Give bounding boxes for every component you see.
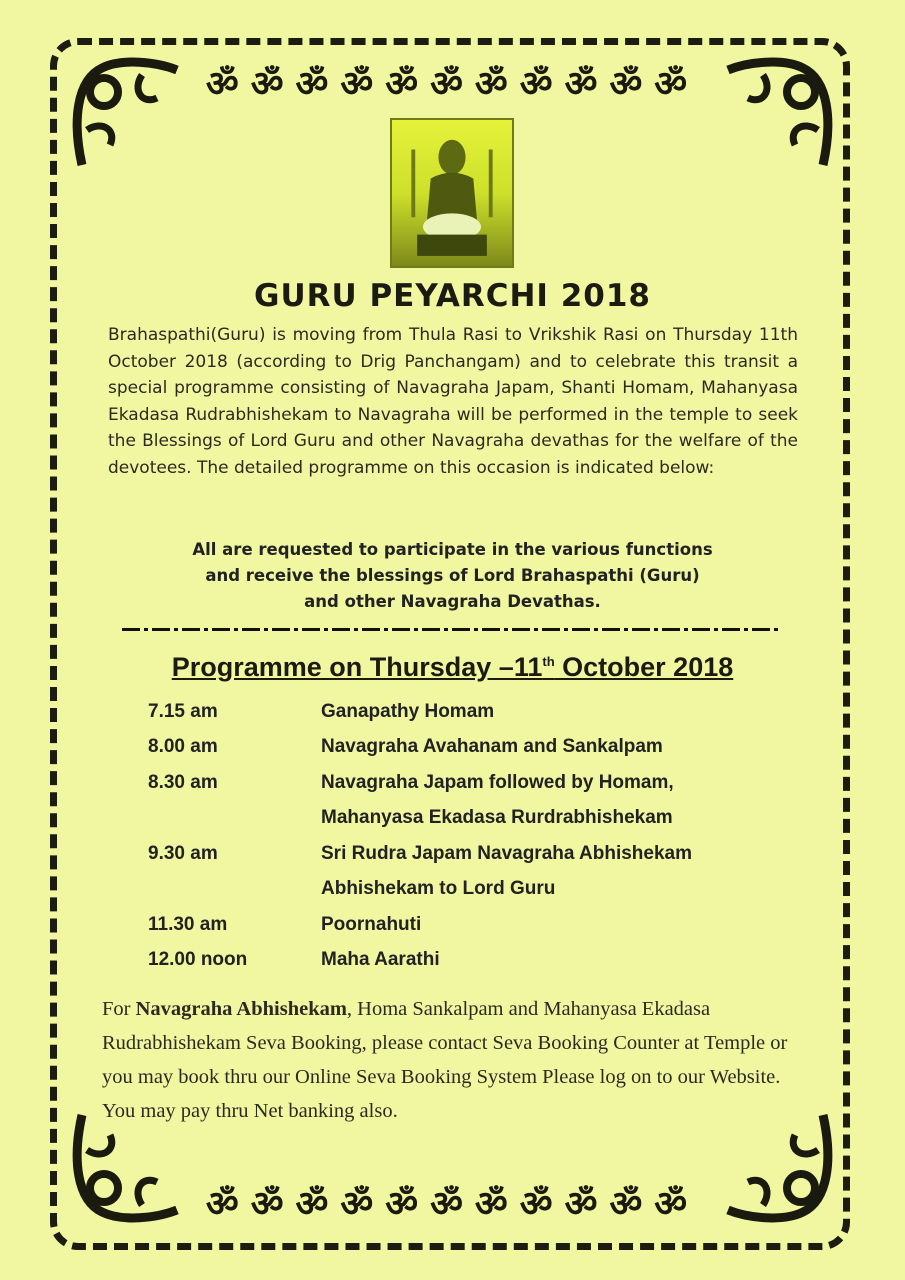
om-icon: ॐ — [250, 1183, 296, 1225]
schedule-event: Maha Aarathi — [321, 949, 440, 971]
programme-heading: Programme on Thursday –11th October 2018 — [171, 652, 734, 682]
page-title: GURU PEYARCHI 2018 — [254, 278, 651, 314]
om-icon: ॐ — [519, 63, 565, 105]
schedule-time: 8.30 am — [148, 771, 218, 793]
intro-paragraph: Brahaspathi(Guru) is moving from Thula Rasi to Vrikshik Rasi on Thursday 11th October 2018 (according to Drig Panchangam) and to celebrate this transit a special programme consisting of Navagraha Japam, Shanti Homam, Mahanyasa Ekadasa Rudrabhishekam to Navagraha will be performed in the temple to seek the Blessings of Lord Guru and other Navagraha devathas for the welfare of the devotees. The detailed programme on this occasion is indicated below: — [108, 325, 798, 478]
schedule-event: Poornahuti — [321, 913, 422, 935]
om-symbol-row-top — [0, 58, 905, 107]
om-icon: ॐ — [654, 63, 700, 105]
request-line: and receive the blessings of Lord Brahaspathi (Guru) — [205, 566, 700, 585]
om-icon: ॐ — [564, 63, 610, 105]
schedule-row — [148, 730, 768, 766]
om-icon: ॐ — [654, 1183, 700, 1225]
request-line: All are requested to participate in the various functions — [192, 540, 713, 559]
schedule-row — [148, 943, 768, 979]
request-line: and other Navagraha Devathas. — [304, 592, 601, 611]
om-icon: ॐ — [430, 63, 475, 105]
section-divider — [122, 628, 778, 631]
schedule-event: Ganapathy Homam — [321, 700, 495, 722]
om-icon: ॐ — [205, 63, 251, 105]
om-icon: ॐ — [564, 1183, 610, 1225]
om-icon: ॐ — [295, 1183, 341, 1225]
om-symbol-row-bottom — [0, 1178, 905, 1227]
schedule-time: 11.30 am — [148, 913, 228, 935]
om-icon: ॐ — [385, 1183, 431, 1225]
om-icon: ॐ — [340, 1183, 386, 1225]
schedule-row — [148, 694, 768, 730]
schedule-row — [148, 765, 768, 801]
om-icon: ॐ — [474, 1183, 520, 1225]
schedule-event: Abhishekam to Lord Guru — [321, 878, 556, 900]
om-icon: ॐ — [340, 63, 386, 105]
schedule-time: 12.00 noon — [148, 949, 248, 971]
om-icon: ॐ — [609, 63, 655, 105]
schedule-event: Navagraha Japam followed by Homam, — [321, 771, 674, 793]
schedule-row — [148, 907, 768, 943]
om-icon: ॐ — [205, 1183, 251, 1225]
schedule-table — [148, 694, 768, 978]
deity-image — [390, 118, 514, 268]
schedule-time: 7.15 am — [148, 700, 218, 722]
schedule-event: Navagraha Avahanam and Sankalpam — [321, 736, 663, 758]
om-icon: ॐ — [519, 1183, 565, 1225]
schedule-event: Mahanyasa Ekadasa Rurdrabhishekam — [321, 807, 673, 829]
booking-note: For Navagraha Abhishekam, Homa Sankalpam and Mahanyasa Ekadasa Rudrabhishekam Seva Booking, please contact Seva Booking Counter at Temple or you may book thru our Online Seva Booking System Please log on to our Website. You may pay thru Net banking also. — [102, 998, 788, 1122]
schedule-row — [148, 836, 768, 872]
schedule-time: 8.00 am — [148, 736, 218, 758]
om-icon: ॐ — [474, 63, 520, 105]
om-icon: ॐ — [250, 63, 296, 105]
schedule-time: 9.30 am — [148, 842, 218, 864]
om-icon: ॐ — [430, 1183, 475, 1225]
om-icon: ॐ — [295, 63, 341, 105]
om-icon: ॐ — [385, 63, 431, 105]
booking-note-highlight: Navagraha Abhishekam — [135, 998, 347, 1020]
request-text — [0, 537, 905, 615]
om-icon: ॐ — [609, 1183, 655, 1225]
schedule-row — [148, 872, 768, 908]
schedule-row — [148, 801, 768, 837]
schedule-event: Sri Rudra Japam Navagraha Abhishekam — [321, 842, 692, 864]
